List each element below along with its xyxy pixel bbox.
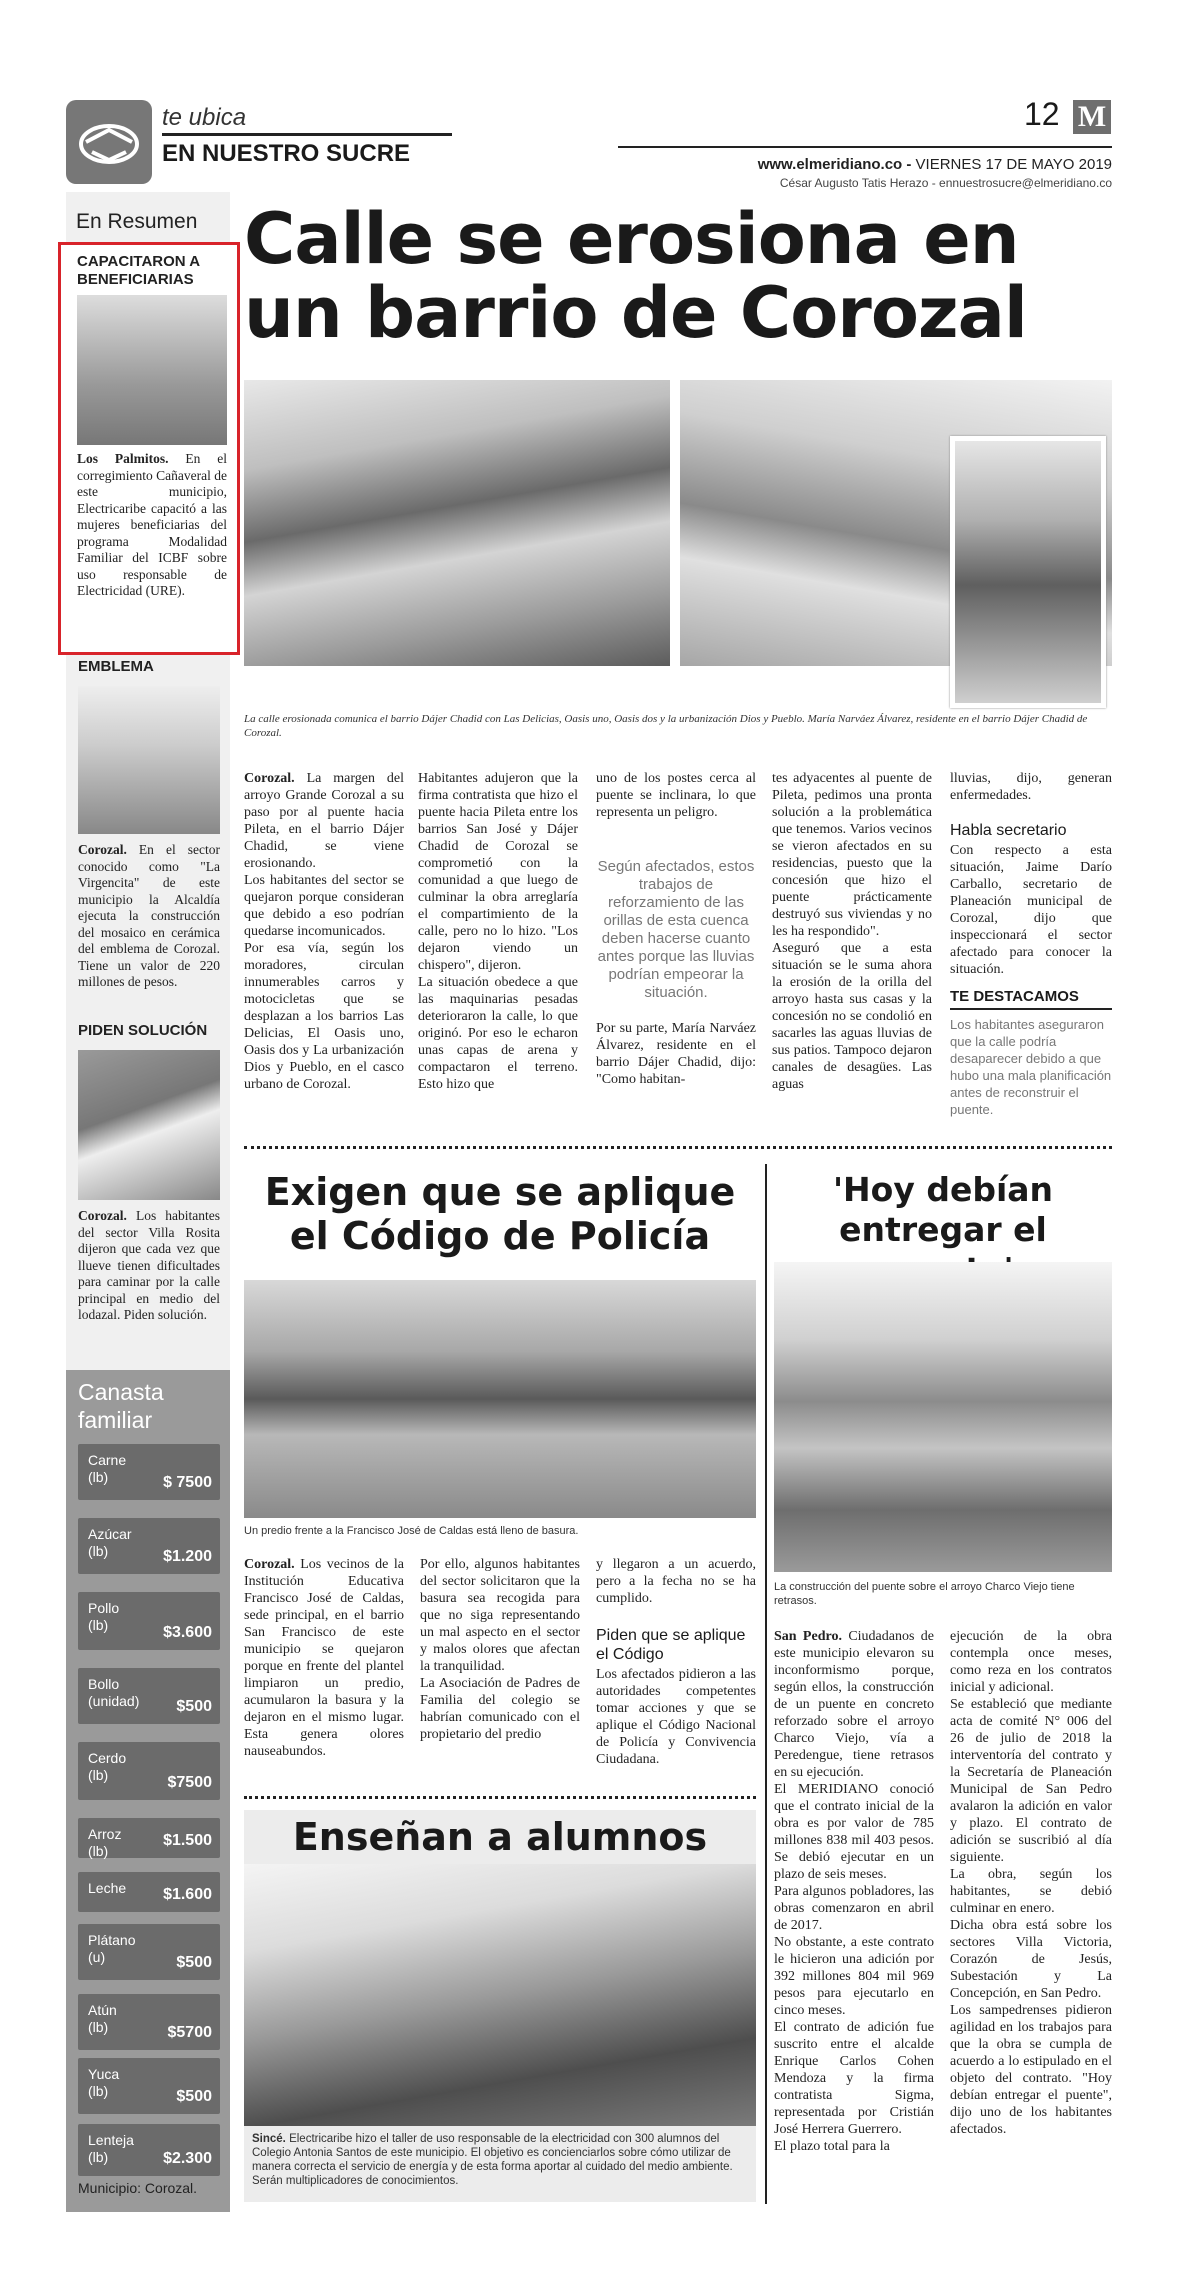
story3-headline: Enseñan a alumnos	[292, 1815, 708, 1859]
story2-headline: Exigen que se aplique el Código de Policía	[264, 1170, 736, 1258]
main-pullquote: Según afectados, estos trabajos de reforzamiento de las orillas de esta cuenca deben hacerse cuanto antes porque las lluvias podrían empeorar la situación.	[597, 858, 755, 1001]
story4-headline: 'Hoy debían entregar el	[832, 1170, 1054, 1249]
main-col-2: Habitantes adujeron que la firma contratista que hizo el puente hacia Pileta entre los barrios San José y Dájer Chadid de Corozal se comprometió con la comunidad a que luego de culminar la obra arreglaría el compartimiento de la calle, pero no lo hizo. "Los dejaron viendo un chispero", dijeron. La situación obedece a que las maquinarias pesadas deterioraron la calle, lo que originó. Por eso le echaron unas capas de arena y compactaron el terreno. Esto hizo que	[418, 771, 578, 1092]
story4-caption: La construcción del puente sobre el arroyo Charco Viejo tiene retrasos.	[774, 1581, 1075, 1607]
column-divider	[765, 1164, 767, 2204]
main-col-5b: Con respecto a esta situación, Jaime Darío Carballo, secretario de Planeación municipal de Corozal, dijo que inspeccionará el sector afectado para conocer la situación.	[950, 843, 1112, 977]
sidebar-item-text	[78, 842, 220, 991]
sidebar-item-heading: CAPACITARON A BENEFICIARIAS	[77, 253, 200, 288]
story4-col-1	[774, 1628, 934, 2155]
editor-line: César Augusto Tatis Herazo - ennuestrosucre@elmeridiano.co	[779, 176, 1112, 190]
canasta-item-price: $500	[176, 2088, 212, 2105]
sidebar-item-heading: EMBLEMA	[78, 658, 154, 675]
newspaper-logo: M	[1073, 100, 1111, 134]
story2-caption: Un predio frente a la Francisco José de Caldas está lleno de basura.	[244, 1525, 579, 1537]
story3-caption-lead: Sincé.	[252, 2133, 286, 2145]
canasta-item-name: Azúcar (lb)	[88, 1526, 132, 1559]
canasta-item	[78, 1518, 220, 1574]
dateline-site[interactable]: www.elmeridiano.co -	[757, 156, 912, 173]
destacamos-rule	[950, 1008, 1112, 1010]
canasta-item-price: $1.500	[163, 1832, 212, 1849]
story4-col-2: ejecución de la obra contempla once meses, como reza en los contratos inicial y adicional. Se estableció que mediante acta de comité N° 006 del 26 de julio de 2018 la interventoría del contrato y la Secretaría de Planeación Municipal de San Pedro avalaron la adición en valor y plazo. El contrato de adición se suscribió al día siguiente. La obra, según los habitantes, se debió culminar en enero. Dicha obra está sobre los sectores Villa Victoria, Corazón de Jesús, Subestación y La Concepción, en San Pedro. Los sampedrenses pidieron agilidad en los trabajos para que la obra se cumpla de acuerdo a lo estipulado en el objeto del contrato. "Hoy debían entregar el puente", dijo uno de los habitantes afectados.	[950, 1629, 1112, 2137]
canasta-item-name: Cerdo (lb)	[88, 1750, 127, 1783]
sidebar-photo-workshop	[77, 295, 227, 445]
section-logo-box	[66, 100, 152, 184]
story2-col-1-lead: Corozal.	[244, 1557, 295, 1572]
canasta-item	[78, 1668, 220, 1724]
main-col-5a: lluvias, dijo, generan enfermedades.	[950, 771, 1112, 803]
main-photo-portrait	[950, 436, 1106, 708]
canasta-item-price: $ 7500	[163, 1474, 212, 1491]
canasta-item-name: Arroz (lb)	[88, 1826, 122, 1859]
sidebar-item-heading: PIDEN SOLUCIÓN	[78, 1022, 208, 1039]
story3-caption	[252, 2132, 748, 2188]
main-photo-caption: La calle erosionada comunica el barrio Dájer Chadid con Las Delicias, Oasis uno, Oasis dos y la urbanización Dios y Pueblo. María Narváez Álvarez, residente en el barrio Dájer Chadid de Corozal.	[244, 713, 1088, 739]
section-rule	[162, 133, 452, 136]
canasta-item	[78, 2058, 220, 2114]
story4-col-1-lead: San Pedro.	[774, 1629, 842, 1644]
canasta-item-price: $5700	[167, 2024, 212, 2041]
dateline-date: VIERNES 17 DE MAYO 2019	[911, 156, 1112, 173]
canasta-item-price: $2.300	[163, 2150, 212, 2167]
canasta-item	[78, 1444, 220, 1500]
canasta-item-name: Yuca (lb)	[88, 2066, 120, 2099]
story2-col-1-text: Los vecinos de la Institución Educativa Francisco José de Caldas, sede principal, en el barrio San Francisco de este municipio se quejaron porque en frente del plantel limpiaron un predio, acumularon la basura y la dejaron en el mismo lugar. Esta genera olores nauseabundos.	[244, 1557, 404, 1759]
canasta-item-name: Pollo (lb)	[88, 1600, 120, 1633]
page-number: 12	[1024, 96, 1060, 132]
map-pin-icon	[66, 100, 152, 184]
canasta-item	[78, 1994, 220, 2050]
canasta-item-price: $3.600	[163, 1624, 212, 1641]
story2-col-2: Por ello, algunos habitantes del sector solicitaron que la basura sea recogida para que no siga representando un mal aspecto en el sector y malos olores que afectan la tranquilidad. La Asociación de Padres de Familia del colegio se habrían comunicado con el propietario del predio	[420, 1557, 580, 1742]
sidebar-photo-lodazal	[78, 1050, 220, 1200]
canasta-item-name: Lenteja (lb)	[88, 2132, 134, 2165]
story2-col-3a: y llegaron a un acuerdo, pero a la fecha no se ha cumplido.	[596, 1557, 756, 1606]
story2-photo-predio	[244, 1280, 756, 1518]
story4-col-1-text: Ciudadanos de este municipio elevaron su inconformismo porque, según ellos, la construcción de un puente en concreto reforzado sobre el arroyo Charco Viejo, vía a Peredengue, tiene retrasos en su ejecución. El MERIDIANO conoció que el contrato inicial de la obra es por valor de 785 millones 838 mil 403 pesos. Se debió ejecutar en un plazo de seis meses. Para algunos pobladores, las obras comenzaron en abril de 2017. No obstante, a este contrato le hicieron una adición por 392 millones 804 mil 969 pesos para ejecutarlo en cinco meses. El contrato de adición fue suscrito entre el alcalde Enrique Carlos Cohen Mendoza y la firma contratista Sigma, representada por Cristián José Herrera Guerrero. El plazo total para la	[774, 1629, 934, 2154]
canasta-footer: Municipio: Corozal.	[78, 2180, 198, 2196]
canasta-item-price: $500	[176, 1698, 212, 1715]
canasta-title: Canasta familiar	[78, 1379, 164, 1433]
canasta-item	[78, 1924, 220, 1980]
destacamos-heading: TE DESTACAMOS	[950, 988, 1079, 1005]
story2-col-1	[244, 1556, 404, 1760]
canasta-item	[78, 1872, 220, 1912]
sidebar-title: En Resumen	[76, 210, 198, 233]
sidebar-item-lead: Corozal.	[78, 1208, 127, 1223]
story2-subhead: Piden que se aplique el Código	[596, 1627, 746, 1663]
main-col-1-text: La margen del arroyo Grande Corozal a su paso por al puente hacia Pileta, en el barrio Dájer Chadid, se viene erosionando. Los habitantes del sector se quejaron porque consideran que debido a eso podrían quedarse incomunicados. Por esa vía, según los moradores, circulan innumerables carros y motocicletas que se desplazan a los barrios Las Delicias, El Oasis uno, Oasis dos y La urbanización Dios y Pueblo, en el casco urbano de Corozal.	[244, 771, 404, 1092]
story2-col-3b: Los afectados pidieron a las autoridades competentes tomar acciones y que se aplique el Código Nacional de Policía y Convivencia Ciudadana.	[596, 1667, 756, 1767]
main-photo-street	[244, 380, 670, 666]
canasta-item	[78, 1818, 220, 1858]
sidebar-item-text	[78, 1208, 220, 1324]
canasta-item-name: Plátano (u)	[88, 1932, 136, 1965]
main-subhead: Habla secretario	[950, 822, 1067, 839]
section-small-label: te ubica	[162, 104, 247, 131]
sidebar-item-body: Los habitantes del sector Villa Rosita dijeron que cada vez que llueve tienen dificultades para caminar por la calle principal en medio del lodazal. Piden solución.	[78, 1208, 220, 1322]
story4-photo-bridge	[774, 1262, 1112, 1572]
header-rule	[618, 146, 1112, 148]
story3-photo-classroom	[244, 1864, 756, 2126]
canasta-item-price: $7500	[167, 1774, 212, 1791]
sidebar-item-text	[77, 451, 227, 600]
sidebar-item-body: En el corregimiento Cañaveral de este municipio, Electricaribe capacitó a las mujeres beneficiarias del programa Modalidad Familiar del ICBF sobre uso responsable de Electricidad (URE).	[77, 451, 227, 598]
destacamos-text: Los habitantes aseguraron que la calle podría desaparecer debido a que hubo una mala planificación antes de reconstruir el puente.	[950, 1017, 1112, 1117]
sidebar-item-lead: Los Palmitos.	[77, 451, 169, 466]
canasta-item-name: Carne (lb)	[88, 1452, 127, 1485]
main-col-3a: uno de los postes cerca al puente se inclinara, lo que representa un peligro.	[596, 771, 756, 820]
canasta-item	[78, 1592, 220, 1650]
canasta-item-price: $1.600	[163, 1886, 212, 1903]
section-divider	[244, 1146, 1112, 1150]
main-col-4: tes adyacentes al puente de Pileta, pedimos una pronta solución a la problemática que tenemos. Varios vecinos se vieron afectados en su residencias, puesto que la concesión que hizo el puente prácticamente destruyó sus viviendas y no les ha respondido". Aseguró que a esta situación se le suma ahora la erosión de la orilla del arroyo hasta sus casas y la concesión no se condolió en sacarles las aguas lluvias de sus patios. Tampoco dejaron canales de desagües. Las aguas	[772, 771, 932, 1092]
canasta-item-price: $1.200	[163, 1548, 212, 1565]
main-col-3b: Por su parte, María Narváez Álvarez, residente en el barrio Dájer Chadid, dijo: "Como habitan-	[596, 1021, 756, 1087]
canasta-item	[78, 2124, 220, 2176]
canasta-item-name: Leche	[88, 1880, 127, 1896]
main-col-1	[244, 770, 404, 1093]
canasta-item	[78, 1742, 220, 1800]
section-big-label: EN NUESTRO SUCRE	[162, 140, 411, 167]
dateline	[758, 156, 1112, 173]
canasta-item-name: Bollo (unidad)	[88, 1676, 140, 1709]
sidebar-item-capacitaron	[58, 242, 240, 655]
canasta-item-price: $500	[176, 1954, 212, 1971]
sidebar-item-lead: Corozal.	[78, 842, 127, 857]
sidebar-item-body: En el sector conocido como "La Virgencita" de este municipio la Alcaldía ejecuta la construcción del mosaico en cerámica del emblema de Corozal. Tiene un valor de 220 millones de pesos.	[78, 842, 220, 989]
canasta-item-name: Atún (lb)	[88, 2002, 117, 2035]
story3-caption-text: Electricaribe hizo el taller de uso responsable de la electricidad con 300 alumnos del Colegio Antonia Santos de este municipio. El objetivo es concienciarlos sobre cómo utilizar de manera correcta el servicio de energía y de esta forma aportar al cuidado del medio ambiente. Serán multiplicadores de conocimientos.	[252, 2133, 733, 2187]
main-col-1-lead: Corozal.	[244, 771, 295, 786]
main-headline: Calle se erosiona en un barrio de Corozal	[244, 198, 1027, 354]
sidebar-photo-emblema	[78, 686, 220, 834]
story-divider	[244, 1796, 756, 1799]
